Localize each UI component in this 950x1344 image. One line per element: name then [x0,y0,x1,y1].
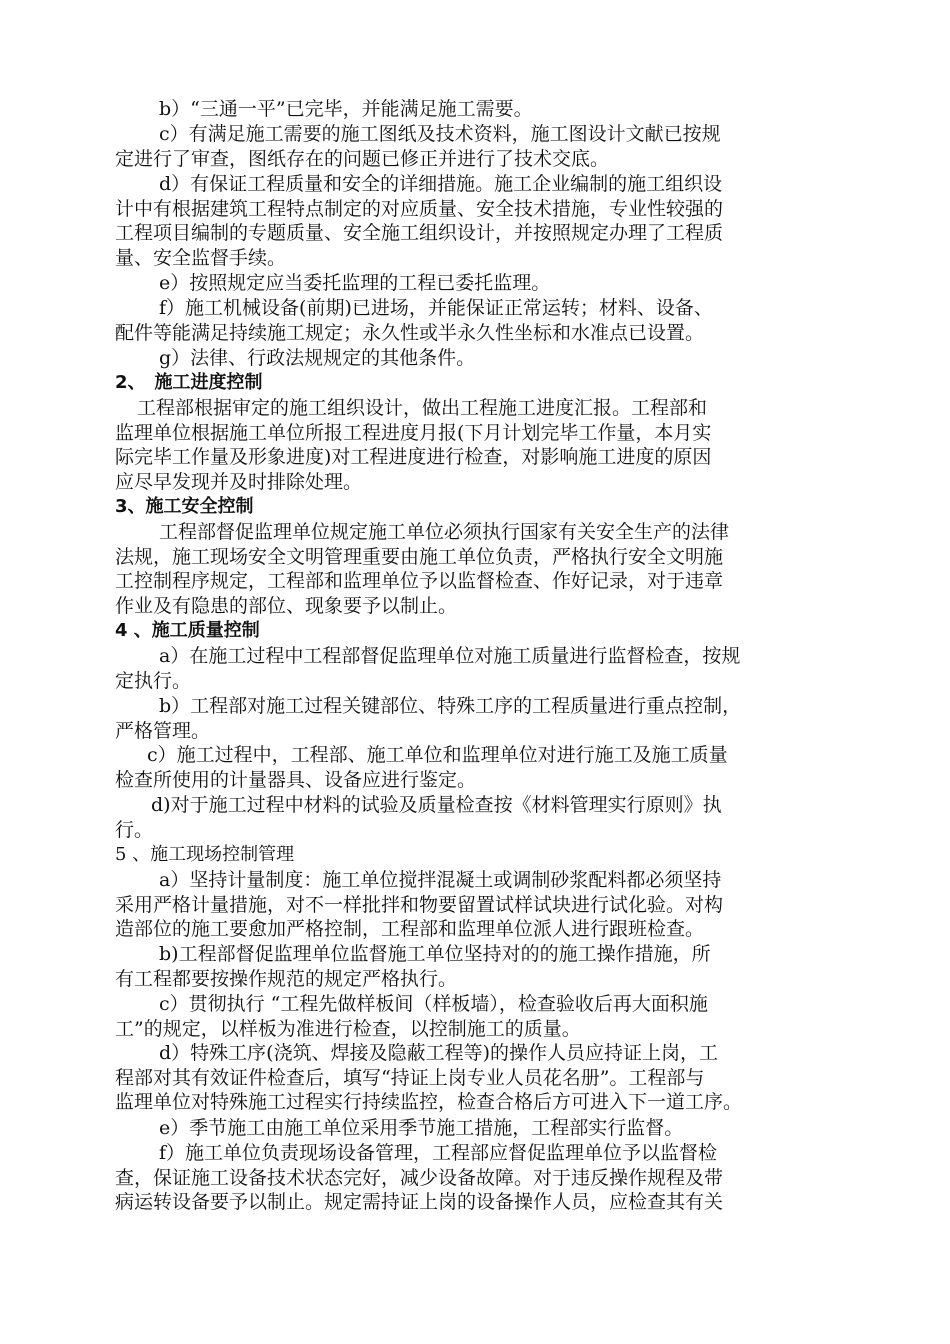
heading-text: 5 、施工现场控制管理 [115,844,295,865]
text-line: c）有满足施工需要的施工图纸及技术资料，施工图设计文献已按规 [159,123,721,145]
heading-text: 3、施工安全控制 [115,496,254,517]
text-line: e）季节施工由施工单位采用季节施工措施，工程部实行监督。 [159,1117,684,1139]
paragraph-site-c [115,992,840,1041]
text-line: c）贯彻执行 “工程先做样板间（样板墙），检查验收后再大面积施 [159,993,708,1015]
paragraph-site-f [115,1141,840,1215]
text-line: 行。 [115,818,154,841]
paragraph-site-d [115,1041,840,1115]
paragraph-site-a [115,868,840,942]
text-line: g）法律、行政法规规定的其他条件。 [159,347,476,369]
heading-text: 2、 施工进度控制 [115,372,263,393]
text-line: d）特殊工序(浇筑、焊接及隐蔽工程等)的操作人员应持证上岗，工 [159,1042,718,1064]
paragraph-d-safety-measures [115,172,840,270]
paragraph-quality-b [115,694,840,743]
text-line: 工”的规定，以样板为准进行检查，以控制施工的质量。 [115,1017,581,1040]
text-line: a）在施工过程中工程部督促监理单位对施工质量进行监督检查，按规 [159,645,741,667]
text-line: 严格管理。 [115,719,211,742]
text-line: 作业及有隐患的部位、现象要予以制止。 [115,594,458,617]
text-line: d)对于施工过程中材料的试验及质量检查按《材料管理实行原则》执 [151,794,722,816]
paragraph-c-drawings [115,122,840,171]
text-line: 监理单位根据施工单位所报工程进度月报(下月计划完毕工作量，本月实 [115,421,712,444]
paragraph-quality-a [115,644,840,693]
text-line: 监理单位对特殊施工过程实行持续监控，检查合格后方可进入下一道工序。 [115,1091,743,1114]
text-line: 检查所使用的计量器具、设备应进行鉴定。 [115,768,477,791]
text-line: 配件等能满足持续施工规定；永久性或半永久性坐标和水准点已设置。 [115,321,705,344]
text-line: 查，保证施工设备技术状态完好，减少设备故障。对于违反操作规程及带 [115,1166,724,1189]
text-line: b)工程部督促监理单位监督施工单位坚持对的的施工操作措施，所 [159,943,711,965]
section-heading-3 [115,495,840,520]
paragraph-g-other-conditions [115,346,840,371]
paragraph-safety-control [115,520,840,618]
text-line: b）“三通一平”已完毕，并能满足施工需要。 [159,98,533,120]
text-line: 计中有根据建筑工程特点制定的对应质量、安全技术措施，专业性较强的 [115,197,724,220]
text-line: 工程部督促监理单位规定施工单位必须执行国家有关安全生产的法律 [159,521,730,543]
text-line: 有工程都要按操作规范的规定严格执行。 [115,967,458,990]
text-line: 工程项目编制的专题质量、安全施工组织设计，并按照规定办理了工程质 [115,222,724,245]
text-line: 采用严格计量措施，对不一样批拌和物要留置试样试块进行试化验。对构 [115,893,724,916]
text-line: b）工程部对施工过程关键部位、特殊工序的工程质量进行重点控制， [159,695,742,717]
text-line: 程部对其有效证件检查后，填写“持证上岗专业人员花名册”。工程部与 [115,1066,705,1089]
text-line: e）按照规定应当委托监理的工程已委托监理。 [159,272,551,294]
text-line: 造部位的施工要愈加严格控制，工程部和监理单位派人进行跟班检查。 [115,918,705,941]
text-line: d）有保证工程质量和安全的详细措施。施工企业编制的施工组织设 [159,173,723,195]
text-line: 应尽早发现并及时排除处理。 [115,470,363,493]
paragraph-b-three-links [115,97,840,122]
text-line: 工控制程序规定，工程部和监理单位予以监督检查、作好记录，对于违章 [115,570,724,593]
text-line: a）坚持计量制度：施工单位搅拌混凝土或调制砂浆配料都必须坚持 [159,869,722,891]
text-line: 病运转设备要予以制止。规定需持证上岗的设备操作人员，应检查其有关 [115,1191,724,1214]
paragraph-quality-d [115,793,840,842]
paragraph-site-b [115,942,840,991]
section-heading-2 [115,371,840,396]
paragraph-e-supervision [115,271,840,296]
paragraph-quality-c [115,743,840,792]
text-line: 工程部根据审定的施工组织设计，做出工程施工进度汇报。工程部和 [137,397,708,419]
section-heading-5 [115,843,840,868]
text-line: 定进行了审查，图纸存在的问题已修正并进行了技术交底。 [115,147,610,170]
text-line: 定执行。 [115,669,192,692]
text-line: f）施工单位负责现场设备管理，工程部应督促监理单位予以监督检 [159,1142,718,1164]
heading-text: 4 、施工质量控制 [115,620,260,641]
text-line: f）施工机械设备(前期)已进场，并能保证正常运转；材料、设备、 [159,297,713,319]
paragraph-site-e [115,1116,840,1141]
section-heading-4 [115,619,840,644]
text-line: 际完毕工作量及形象进度)对工程进度进行检查，对影响施工进度的原因 [115,446,712,469]
text-line: c）施工过程中，工程部、施工单位和监理单位对进行施工及施工质量 [147,744,728,766]
paragraph-f-machinery [115,296,840,345]
text-line: 法规，施工现场安全文明管理重要由施工单位负责，严格执行安全文明施 [115,545,724,568]
text-line: 量、安全监督手续。 [115,246,287,269]
paragraph-progress-control [115,396,840,494]
